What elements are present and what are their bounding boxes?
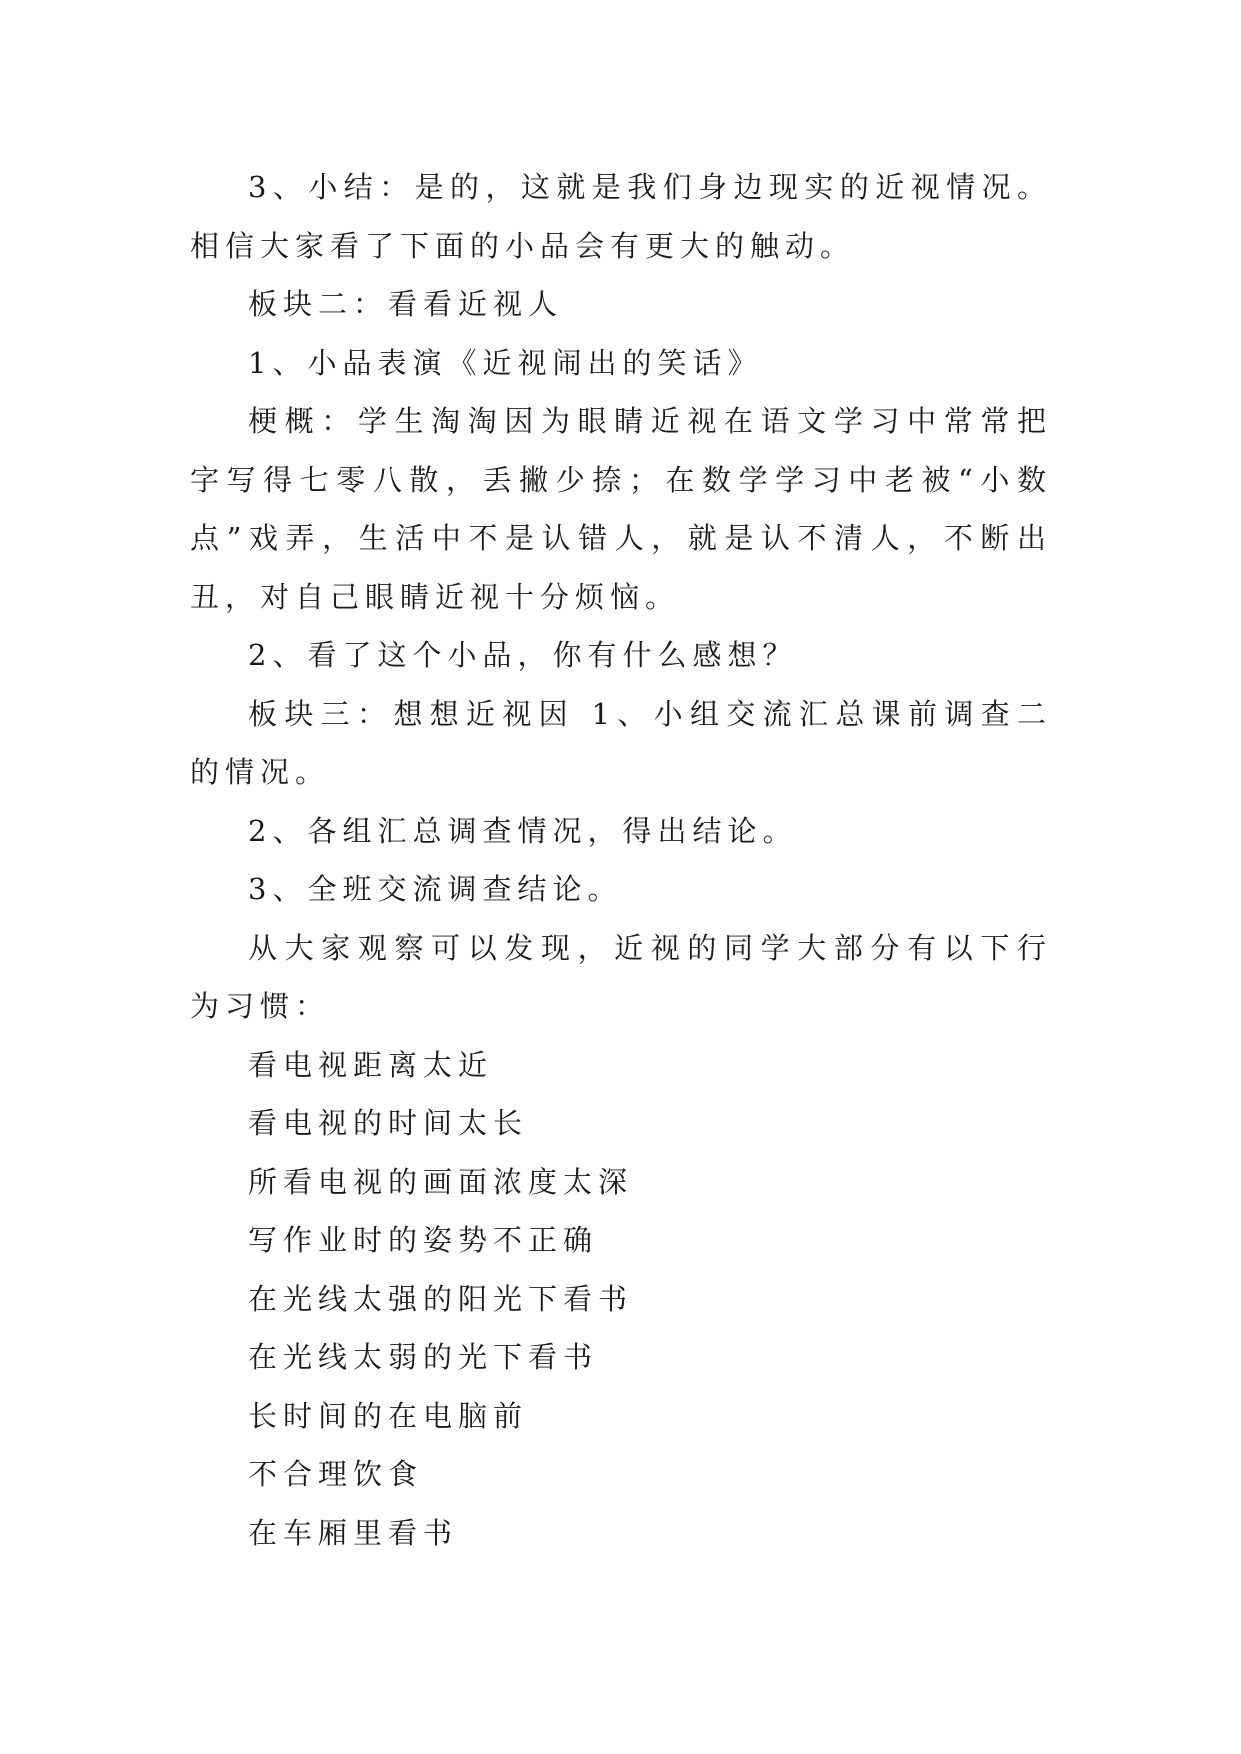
paragraph-skit-title: 1、小品表演《近视闹出的笑话》 [248, 345, 763, 380]
list-item: 写作业时的姿势不正确 [248, 1223, 599, 1257]
document-body [190, 158, 1052, 1562]
section-heading-3: 板块三：想想近视因 1、小组交流汇总课前调查二的情况。 [190, 696, 1052, 789]
paragraph-summary: 3、小结：是的，这就是我们身边现实的近视情况。相信大家看了下面的小品会有更大的触动。 [190, 170, 1052, 263]
list-item: 在光线太强的阳光下看书 [248, 1281, 634, 1316]
paragraph-observation: 从大家观察可以发现，近视的同学大部分有以下行为习惯： [190, 930, 1052, 1023]
section-heading-2: 板块二：看看近视人 [248, 287, 564, 321]
habits-list [190, 1036, 1052, 1563]
list-item: 长时间的在电脑前 [248, 1398, 529, 1433]
list-item: 在光线太弱的光下看书 [248, 1340, 599, 1374]
paragraph-synopsis: 梗概：学生淘淘因为眼睛近视在语文学习中常常把字写得七零八散，丢撇少捺；在数学学习中老被“小数点”戏弄，生活中不是认错人，就是认不清人，不断出丑，对自己眼睛近视十分烦恼。 [190, 404, 1052, 614]
list-item: 不合理饮食 [248, 1457, 424, 1491]
list-item: 所看电视的画面浓度太深 [248, 1164, 634, 1199]
list-item: 看电视距离太近 [248, 1047, 494, 1082]
paragraph-class-exchange: 3、全班交流调查结论。 [248, 872, 623, 906]
list-item: 看电视的时间太长 [248, 1106, 529, 1140]
list-item: 在车厢里看书 [248, 1515, 459, 1550]
paragraph-group-summary: 2、各组汇总调查情况，得出结论。 [248, 813, 798, 848]
paragraph-question: 2、看了这个小品，你有什么感想？ [248, 638, 798, 672]
